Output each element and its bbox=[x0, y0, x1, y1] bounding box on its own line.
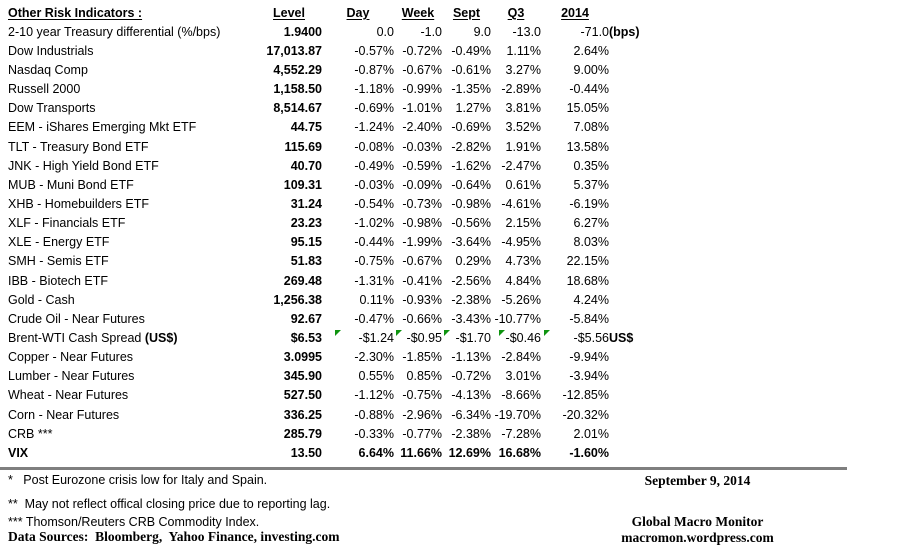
table-row bbox=[8, 156, 699, 175]
cell-day: 0.11% bbox=[359, 292, 394, 307]
col-header-q3: Q3 bbox=[507, 5, 525, 20]
site-url: macromon.wordpress.com bbox=[621, 530, 774, 545]
cell-sept: -4.13% bbox=[451, 388, 491, 403]
cell-week: -0.59% bbox=[402, 158, 442, 173]
cell-week: -0.41% bbox=[402, 273, 442, 288]
cell-q3: -19.70% bbox=[494, 407, 541, 422]
cell-q3: 0.61% bbox=[505, 177, 541, 192]
cell-week: 0.85% bbox=[406, 369, 442, 384]
cell-level: 17,013.87 bbox=[266, 43, 322, 58]
cell-extra bbox=[609, 194, 699, 213]
cell-level: 3.0995 bbox=[283, 350, 322, 365]
cell-extra bbox=[609, 214, 699, 233]
cell-extra bbox=[609, 156, 699, 175]
cell-label: EEM - iShares Emerging Mkt ETF bbox=[8, 120, 197, 135]
cell-label: JNK - High Yield Bond ETF bbox=[8, 158, 159, 173]
cell-level: 1.9400 bbox=[283, 24, 322, 39]
cell-2014: -12.85% bbox=[562, 388, 609, 403]
table-row bbox=[8, 443, 699, 462]
cell-label: SMH - Semis ETF bbox=[8, 254, 109, 269]
cell-label: Lumber - Near Futures bbox=[8, 369, 135, 384]
col-header-2014: 2014 bbox=[561, 5, 589, 20]
cell-sept: -$1.70 bbox=[442, 328, 491, 347]
cell-2014: -71.0 bbox=[580, 24, 609, 39]
cell-sept: -2.38% bbox=[451, 426, 491, 441]
cell-sept: 0.29% bbox=[455, 254, 491, 269]
cell-week: -0.75% bbox=[402, 388, 442, 403]
cell-sept: -2.56% bbox=[451, 273, 491, 288]
footnote-1: * Post Eurozone crisis low for Italy and Spain. bbox=[8, 473, 268, 487]
cell-q3: 3.52% bbox=[505, 120, 541, 135]
cell-label: Copper - Near Futures bbox=[8, 350, 134, 365]
cell-extra bbox=[609, 386, 699, 405]
cell-q3: -2.84% bbox=[501, 350, 541, 365]
cell-day: -0.57% bbox=[354, 43, 394, 58]
cell-day: 0.55% bbox=[358, 369, 394, 384]
col-header-indicators: Other Risk Indicators : bbox=[8, 5, 143, 20]
cell-label: TLT - Treasury Bond ETF bbox=[8, 139, 149, 154]
cell-label: XLF - Financials ETF bbox=[8, 216, 126, 231]
cell-day: -1.31% bbox=[354, 273, 394, 288]
cell-label: Gold - Cash bbox=[8, 292, 75, 307]
table-row bbox=[8, 118, 699, 137]
cell-week: -0.72% bbox=[402, 43, 442, 58]
cell-level: 51.83 bbox=[290, 254, 322, 269]
cell-label: IBB - Biotech ETF bbox=[8, 273, 109, 288]
cell-q3: 16.68% bbox=[498, 445, 541, 460]
cell-level: 13.50 bbox=[290, 445, 322, 460]
cell-week: -0.98% bbox=[402, 216, 442, 231]
cell-level: 44.75 bbox=[290, 120, 322, 135]
cell-extra bbox=[609, 233, 699, 252]
cell-sept: -2.38% bbox=[451, 292, 491, 307]
cell-extra bbox=[609, 405, 699, 424]
risk-indicators-table bbox=[8, 3, 699, 462]
table-row bbox=[8, 22, 699, 41]
table-row bbox=[8, 194, 699, 213]
cell-q3: -5.26% bbox=[501, 292, 541, 307]
cell-2014: -3.94% bbox=[569, 369, 609, 384]
cell-2014: 2.01% bbox=[573, 426, 609, 441]
cell-2014: 9.00% bbox=[573, 62, 609, 77]
cell-day: -1.02% bbox=[354, 216, 394, 231]
cell-day: -0.08% bbox=[354, 139, 394, 154]
cell-week: -1.99% bbox=[402, 235, 442, 250]
cell-level: 115.69 bbox=[284, 139, 322, 154]
cell-sept: -1.13% bbox=[451, 350, 491, 365]
cell-level: 1,256.38 bbox=[273, 292, 322, 307]
cell-extra: US$ bbox=[609, 330, 634, 345]
cell-day: -1.12% bbox=[354, 388, 394, 403]
cell-2014: 2.64% bbox=[573, 43, 609, 58]
cell-q3: 4.84% bbox=[505, 273, 541, 288]
cell-week: -$0.95 bbox=[394, 328, 442, 347]
cell-week: 11.66% bbox=[400, 445, 442, 460]
cell-day: -1.24% bbox=[354, 120, 394, 135]
cell-level: 285.79 bbox=[283, 426, 322, 441]
table-row bbox=[8, 41, 699, 60]
cell-2014: -9.94% bbox=[569, 350, 609, 365]
cell-sept: -6.34% bbox=[451, 407, 491, 422]
cell-2014: 8.03% bbox=[573, 235, 609, 250]
cell-2014: 0.35% bbox=[573, 158, 609, 173]
cell-label: Nasdaq Comp bbox=[8, 62, 88, 77]
table-row bbox=[8, 99, 699, 118]
cell-2014: 5.37% bbox=[573, 177, 609, 192]
footnote-2: ** May not reflect offical closing price due to reporting lag. bbox=[8, 497, 331, 511]
cell-2014: 13.58% bbox=[566, 139, 609, 154]
cell-sept: -0.72% bbox=[451, 369, 491, 384]
cell-label: Corn - Near Futures bbox=[8, 407, 120, 422]
cell-week: -0.67% bbox=[402, 254, 442, 269]
cell-sept: -0.49% bbox=[451, 43, 491, 58]
cell-week: -2.96% bbox=[402, 407, 442, 422]
cell-sept: -0.98% bbox=[451, 196, 491, 211]
cell-q3: 3.27% bbox=[505, 62, 541, 77]
table-row bbox=[8, 328, 699, 347]
table-row bbox=[8, 405, 699, 424]
cell-sept: -3.64% bbox=[451, 235, 491, 250]
table-row bbox=[8, 60, 699, 79]
cell-day: -0.87% bbox=[354, 62, 394, 77]
cell-sept: -0.64% bbox=[451, 177, 491, 192]
cell-2014: -5.84% bbox=[569, 311, 609, 326]
site-title: Global Macro Monitor bbox=[631, 514, 764, 529]
cell-day: -0.49% bbox=[354, 158, 394, 173]
cell-q3: -13.0 bbox=[512, 24, 541, 39]
cell-day: -0.44% bbox=[354, 235, 394, 250]
cell-label: Brent-WTI Cash Spread (US$) bbox=[8, 330, 178, 345]
cell-level: 95.15 bbox=[290, 235, 322, 250]
table-row bbox=[8, 271, 699, 290]
cell-day: -0.47% bbox=[354, 311, 394, 326]
cell-q3: -10.77% bbox=[494, 311, 541, 326]
cell-extra bbox=[609, 41, 699, 60]
cell-q3: 2.15% bbox=[505, 216, 541, 231]
cell-level: 40.70 bbox=[290, 158, 322, 173]
cell-day: -1.18% bbox=[354, 82, 394, 97]
data-sources-line: Data Sources: Bloomberg, Yahoo Finance, investing.com bbox=[8, 529, 340, 544]
cell-extra bbox=[609, 271, 699, 290]
cell-extra bbox=[609, 175, 699, 194]
cell-label: VIX bbox=[8, 445, 29, 460]
cell-extra bbox=[609, 80, 699, 99]
cell-day: 0.0 bbox=[376, 24, 394, 39]
col-header-week: Week bbox=[401, 5, 435, 20]
cell-q3: -2.47% bbox=[501, 158, 541, 173]
cell-label: XLE - Energy ETF bbox=[8, 235, 110, 250]
cell-week: -0.03% bbox=[402, 139, 442, 154]
cell-level: 336.25 bbox=[283, 407, 322, 422]
col-header-sept: Sept bbox=[452, 5, 481, 20]
cell-sept: -1.62% bbox=[451, 158, 491, 173]
table-row bbox=[8, 175, 699, 194]
cell-sept: -0.61% bbox=[451, 62, 491, 77]
cell-extra bbox=[609, 290, 699, 309]
cell-label: Dow Transports bbox=[8, 101, 96, 116]
cell-label: Russell 2000 bbox=[8, 82, 81, 97]
cell-level: 8,514.67 bbox=[273, 101, 322, 116]
table-row bbox=[8, 290, 699, 309]
cell-2014: 4.24% bbox=[573, 292, 609, 307]
cell-level: 109.31 bbox=[283, 177, 322, 192]
cell-week: -0.77% bbox=[402, 426, 442, 441]
cell-week: -0.99% bbox=[402, 82, 442, 97]
cell-extra bbox=[609, 118, 699, 137]
cell-2014: -1.60% bbox=[569, 445, 609, 460]
cell-extra: (bps) bbox=[609, 24, 640, 39]
cell-level: $6.53 bbox=[290, 330, 322, 345]
cell-2014: 22.15% bbox=[566, 254, 609, 269]
cell-extra bbox=[609, 60, 699, 79]
cell-level: 92.67 bbox=[290, 311, 322, 326]
cell-level: 23.23 bbox=[290, 216, 322, 231]
cell-week: -1.01% bbox=[402, 101, 442, 116]
cell-extra bbox=[609, 367, 699, 386]
cell-level: 1,158.50 bbox=[273, 82, 322, 97]
cell-q3: 3.81% bbox=[505, 101, 541, 116]
cell-extra bbox=[609, 252, 699, 271]
col-header-day: Day bbox=[346, 5, 370, 20]
header-row bbox=[8, 3, 699, 22]
cell-label: 2-10 year Treasury differential (%/bps) bbox=[8, 24, 221, 39]
cell-label: Dow Industrials bbox=[8, 43, 94, 58]
cell-week: -0.73% bbox=[402, 196, 442, 211]
cell-label: Wheat - Near Futures bbox=[8, 388, 129, 403]
cell-label: Crude Oil - Near Futures bbox=[8, 311, 145, 326]
cell-label: CRB *** bbox=[8, 426, 53, 441]
cell-level: 345.90 bbox=[283, 369, 322, 384]
table-row bbox=[8, 309, 699, 328]
cell-2014: -0.44% bbox=[569, 82, 609, 97]
cell-day: -0.33% bbox=[354, 426, 394, 441]
cell-q3: -7.28% bbox=[501, 426, 541, 441]
cell-sept: 1.27% bbox=[455, 101, 491, 116]
cell-q3: 3.01% bbox=[505, 369, 541, 384]
cell-day: -0.54% bbox=[354, 196, 394, 211]
cell-level: 527.50 bbox=[283, 388, 322, 403]
cell-2014: -6.19% bbox=[569, 196, 609, 211]
cell-level: 4,552.29 bbox=[273, 62, 322, 77]
cell-2014: 6.27% bbox=[573, 216, 609, 231]
footnote-3: *** Thomson/Reuters CRB Commodity Index. bbox=[8, 515, 260, 529]
cell-extra bbox=[609, 424, 699, 443]
table-row bbox=[8, 348, 699, 367]
divider-rule bbox=[0, 467, 847, 470]
cell-2014: 15.05% bbox=[566, 101, 609, 116]
table-row bbox=[8, 252, 699, 271]
footer bbox=[0, 472, 899, 545]
cell-q3: -4.61% bbox=[501, 196, 541, 211]
cell-q3: -8.66% bbox=[501, 388, 541, 403]
table-header bbox=[8, 3, 699, 22]
cell-extra bbox=[609, 99, 699, 118]
cell-level: 269.48 bbox=[283, 273, 322, 288]
cell-extra bbox=[609, 309, 699, 328]
table-row bbox=[8, 137, 699, 156]
cell-2014: 18.68% bbox=[566, 273, 609, 288]
cell-q3: -$0.46 bbox=[491, 328, 541, 347]
cell-day: -0.75% bbox=[354, 254, 394, 269]
cell-week: -0.67% bbox=[402, 62, 442, 77]
cell-week: -1.85% bbox=[402, 350, 442, 365]
footer-right bbox=[590, 472, 805, 545]
col-header-extra bbox=[609, 3, 699, 22]
cell-q3: 1.11% bbox=[506, 43, 541, 58]
table-row bbox=[8, 424, 699, 443]
report-date: September 9, 2014 bbox=[644, 473, 751, 488]
cell-sept: -2.82% bbox=[451, 139, 491, 154]
cell-sept: 12.69% bbox=[448, 445, 491, 460]
table-row bbox=[8, 214, 699, 233]
cell-extra bbox=[609, 137, 699, 156]
cell-extra bbox=[609, 443, 699, 462]
cell-level: 31.24 bbox=[290, 196, 322, 211]
table-row bbox=[8, 80, 699, 99]
cell-sept: -0.56% bbox=[451, 216, 491, 231]
cell-day: 6.64% bbox=[358, 445, 394, 460]
cell-q3: 1.91% bbox=[505, 139, 541, 154]
report-page bbox=[0, 3, 899, 545]
cell-day: -0.69% bbox=[354, 101, 394, 116]
col-header-level: Level bbox=[273, 5, 305, 20]
cell-sept: 9.0 bbox=[473, 24, 491, 39]
cell-day: -0.88% bbox=[354, 407, 394, 422]
cell-extra bbox=[609, 348, 699, 367]
cell-2014: -$5.56 bbox=[541, 328, 609, 347]
cell-week: -0.93% bbox=[402, 292, 442, 307]
table-row bbox=[8, 386, 699, 405]
cell-week: -2.40% bbox=[402, 120, 442, 135]
cell-day: -0.03% bbox=[354, 177, 394, 192]
cell-day: -2.30% bbox=[354, 350, 394, 365]
cell-label: MUB - Muni Bond ETF bbox=[8, 177, 134, 192]
cell-sept: -1.35% bbox=[451, 82, 491, 97]
cell-week: -0.66% bbox=[402, 311, 442, 326]
cell-week: -1.0 bbox=[420, 24, 442, 39]
cell-q3: 4.73% bbox=[505, 254, 541, 269]
cell-q3: -2.89% bbox=[501, 82, 541, 97]
cell-day: -$1.24 bbox=[322, 328, 394, 347]
table-row bbox=[8, 367, 699, 386]
cell-2014: 7.08% bbox=[573, 120, 609, 135]
cell-week: -0.09% bbox=[402, 177, 442, 192]
cell-label: XHB - Homebuilders ETF bbox=[8, 196, 150, 211]
cell-sept: -3.43% bbox=[451, 311, 491, 326]
table-body bbox=[8, 22, 699, 462]
cell-sept: -0.69% bbox=[451, 120, 491, 135]
cell-q3: -4.95% bbox=[501, 235, 541, 250]
table-row bbox=[8, 233, 699, 252]
cell-2014: -20.32% bbox=[562, 407, 609, 422]
